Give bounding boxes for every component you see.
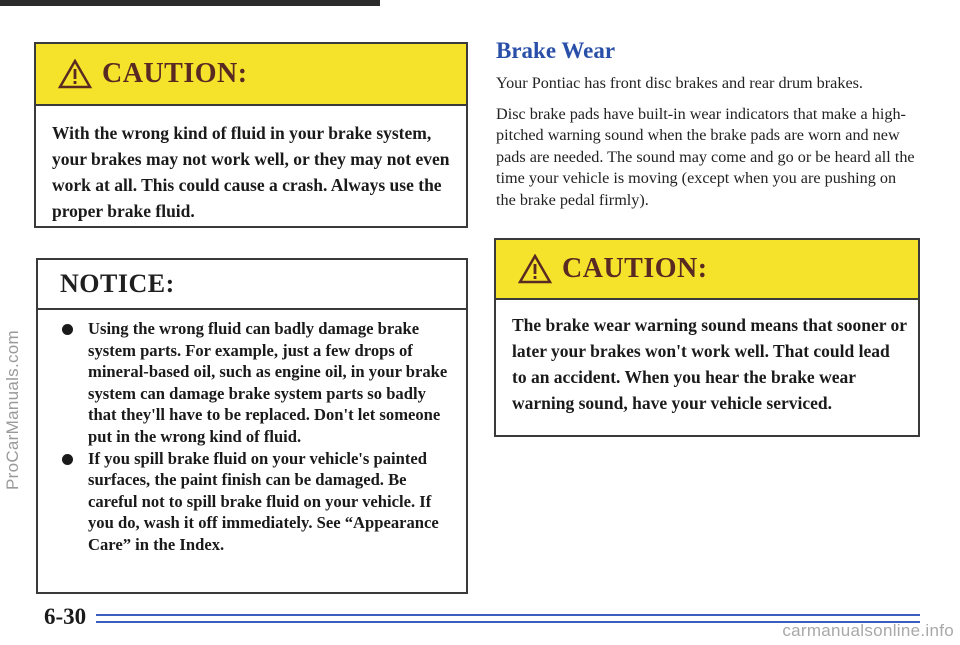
footer-rule [96,614,920,616]
bottom-watermark: carmanualsonline.info [782,621,954,640]
side-watermark [2,200,24,620]
side-watermark-text: ProCarManuals.com [3,329,23,491]
notice-box [36,258,468,594]
notice-header [38,260,466,310]
notice-item-text: If you spill brake fluid on your vehicle's painted surfaces, the paint finish can be damaged. Be careful not to spill brake fluid on your vehicle. If you do, wash it off immediately. See “Appearance Care” in the Index. [88,448,439,554]
caution-box-wear-warning [494,238,920,437]
notice-item-text: Using the wrong fluid can badly damage brake system parts. For example, just a few drops of mineral-based oil, such as engine oil, in your brake system can damage brake system parts so badly that they'll have to be replaced. Don't let someone put in the wrong kind of fluid. [88,319,448,446]
caution-header [496,240,918,300]
caution-header [36,44,466,106]
caution-body: With the wrong kind of fluid in your brake system, your brakes may not work well, or they may not even work at all. This could cause a crash. Always use the proper brake fluid. [52,123,450,221]
notice-item [60,318,454,448]
caution-title: CAUTION: [102,58,248,89]
bullet-icon [62,324,73,335]
section-heading-brake-wear: Brake Wear [496,38,616,63]
paragraph-brake-types: Your Pontiac has front disc brakes and rear drum brakes. [496,74,863,92]
top-decorative-bar [0,0,380,6]
bullet-icon [62,454,73,465]
caution-box-brake-fluid [34,42,468,228]
caution-body: The brake wear warning sound means that sooner or later your brakes won't work well. That could lead to an accident. When you hear the brake wear warning sound, have your vehicle serviced. [512,315,907,413]
warning-triangle-icon [518,254,552,284]
notice-list [38,310,466,556]
warning-triangle-icon [58,59,92,89]
notice-title: NOTICE: [60,269,175,298]
caution-title: CAUTION: [562,253,708,284]
paragraph-wear-indicators: Disc brake pads have built-in wear indicators that make a high-pitched warning sound when the brake pads are worn and new pads are needed. The sound may come and go or be heard all the time your vehicle is moving (except when you are pushing on the brake pedal firmly). [496,105,915,209]
notice-item [60,448,454,556]
page-number: 6-30 [44,604,87,629]
